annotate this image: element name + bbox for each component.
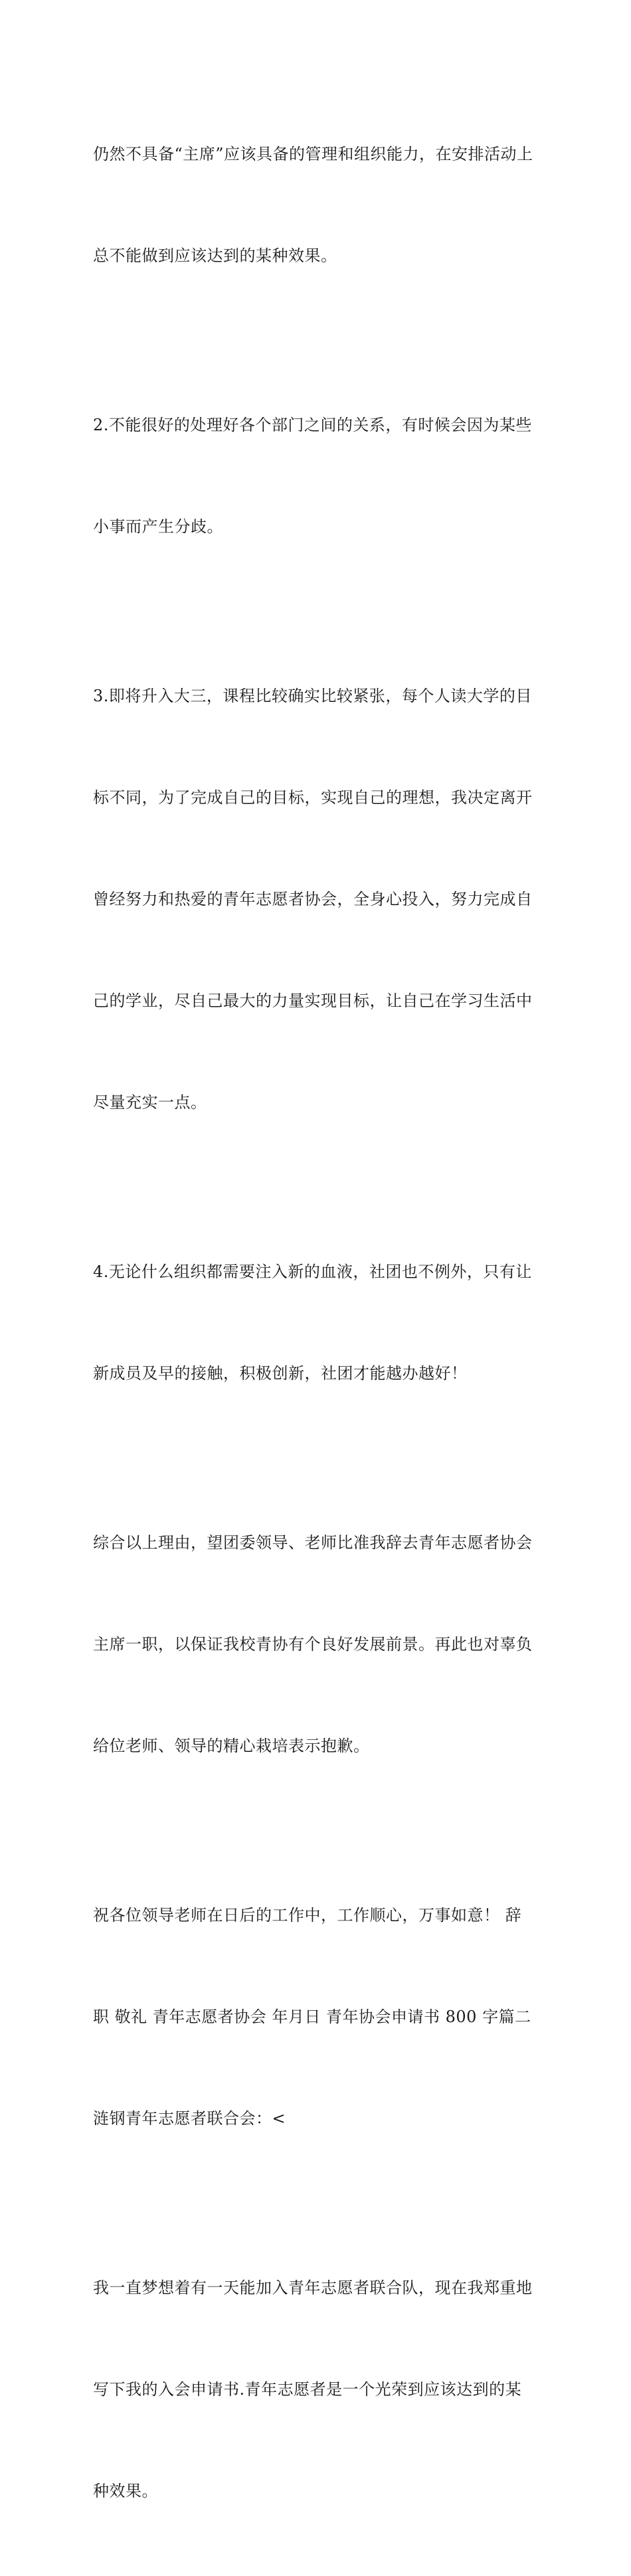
text-line: 总不能做到应该达到的某种效果。 — [93, 246, 337, 265]
text-line: 主席一职，以保证我校青协有个良好发展前景。再此也对辜负 — [93, 1635, 533, 1654]
text-line: 己的学业，尽自己最大的力量实现目标，让自己在学习生活中 — [93, 991, 533, 1010]
text-line: 涟钢青年志愿者联合会：< — [93, 2109, 286, 2128]
paragraph-7 — [93, 2203, 545, 2576]
text-line: 小事而产生分歧。 — [93, 517, 223, 536]
text-line: 祝各位领导老师在日后的工作中，工作顺心，万事如意！ 辞 — [93, 1906, 522, 1925]
document-body — [93, 70, 545, 2576]
text-line: 曾经努力和热爱的青年志愿者协会，全身心投入，努力完成自 — [93, 890, 533, 908]
text-line: 4.无论什么组织都需要注入新的血液，社团也不例外，只有让 — [93, 1262, 532, 1281]
text-line: 写下我的入会申请书.青年志愿者是一个光荣到应该达到的某 — [93, 2380, 522, 2399]
text-line: 仍然不具备“主席”应该具备的管理和组织能力，在安排活动上 — [93, 145, 533, 163]
paragraph-6 — [93, 1831, 545, 2203]
paragraph-5 — [93, 1458, 545, 1831]
text-line: 新成员及早的接触，积极创新，社团才能越办越好！ — [93, 1364, 468, 1383]
paragraph-3 — [93, 612, 545, 1187]
text-line: 综合以上理由，望团委领导、老师比准我辞去青年志愿者协会 — [93, 1533, 533, 1552]
paragraph-1 — [93, 70, 545, 341]
text-line: 2.不能很好的处理好各个部门之间的关系，有时候会因为某些 — [93, 416, 532, 434]
paragraph-4 — [93, 1187, 545, 1458]
text-line: 尽量充实一点。 — [93, 1093, 207, 1112]
text-line: 我一直梦想着有一天能加入青年志愿者联合队，现在我郑重地 — [93, 2278, 533, 2297]
text-line: 3.即将升入大三，课程比较确实比较紧张，每个人读大学的目 — [93, 687, 532, 705]
text-line: 给位老师、领导的精心栽培表示抱歉。 — [93, 1737, 370, 1755]
text-line: 职 敬礼 青年志愿者协会 年月日 青年协会申请书 800 字篇二 — [93, 2008, 531, 2026]
text-line: 标不同，为了完成自己的目标，实现自己的理想，我决定离开 — [93, 788, 533, 807]
text-line: 种效果。 — [93, 2482, 158, 2500]
paragraph-2 — [93, 341, 545, 612]
